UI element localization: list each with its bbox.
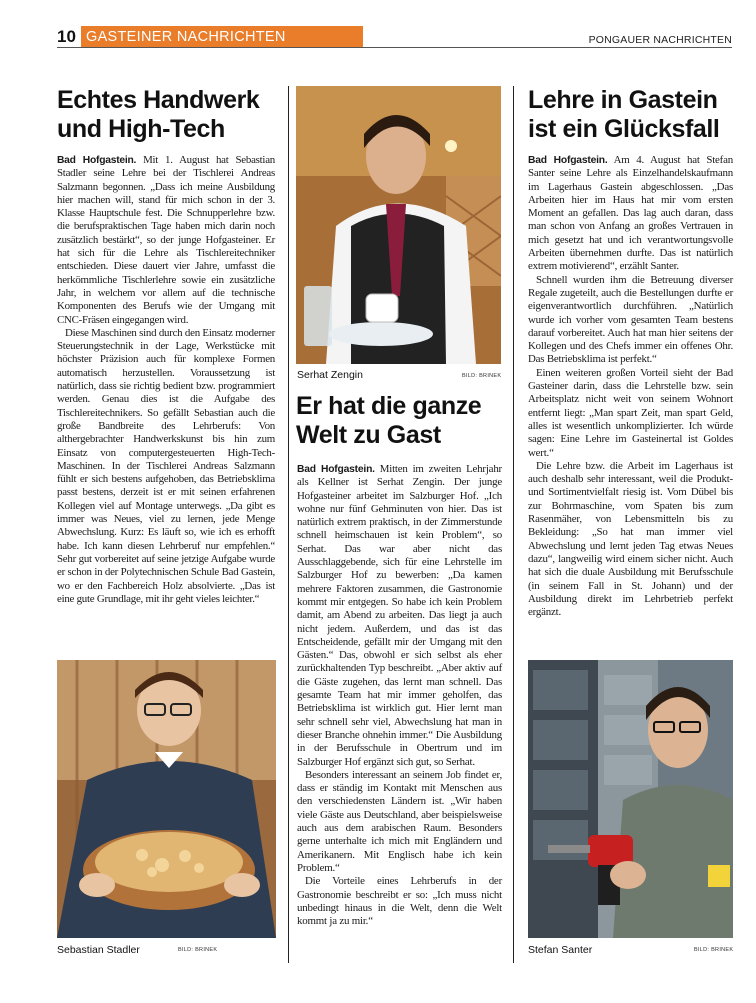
paragraph: Am 4. August hat Stefan Santer seine Lehre als Einzelhandelskaufmann im Lagerhaus Gastein abgeschlossen. „Das Arbeiten hier im Haus hat mir vom ersten Moment an gefallen. Das lag auch daran, dass man schon von Anfang an großes Vertrauen in mich gesetzt hat und ich verantwortungsvolle Arbeiten übernehmen durfte. Das ist natürlich extrem motivierend“, erzählt Santer. [528,154,733,273]
photo-serhat-zengin [296,86,501,364]
dateline: Bad Hofgastein. [57,155,137,166]
photo-caption: Serhat Zengin [297,369,363,381]
photo-credit: BILD: BRINEK [462,373,502,379]
photo-caption: Sebastian Stadler [57,944,140,956]
paragraph: Mit 1. August hat Sebastian Stadler seine Lehre bei der Tischlerei Andreas Salzmann begonnen. „Dass ich meine Ausbildung hier machen will, stand für mich schon in der 3. Klasse Hauptschule fest. Die Schnupperlehre bzw. die berufspraktischen Tage haben mich darin noch zusätzlich bestärkt“, so der junge Hofgasteiner. Er hat sich für die Lehre als Tischlereitechniker entschieden. Diese dauert vier Jahre, umfasst die herkömmliche Tischlerlehre sowie ein zusätzliche Jahr, in welchem vor allem auf die technische Komponenten des Berufs wie der Umgang mit CNC-Fräsen eingegangen wird. [57,154,275,326]
article-headline: Echtes Handwerk und High-Tech [57,86,260,143]
article-body [57,154,275,606]
page-number: 10 [57,27,76,46]
column-divider [288,86,289,963]
paragraph: Diese Maschinen sind durch den Einsatz moderner Steuerungstechnik in der Lage, Werkstücke mit höchster Präzision auch für komplexe Formen automatisch herzustellen. Voraussetzung ist natürlich, dass sie richtig bedient bzw. programmiert werden. Genau dies ist die Aufgabe des Tischlereitechnikers. So gefällt Sebastian auch die große Bandbreite des Lehrberufs: Von althergebrachter Handwerkskunst bis hin zum Einsatz von computergesteuerten High-Tech-Maschinen. In der Tischlerei Andreas Salzmann fühlt er sich bestens aufgehoben, das Betriebsklima passt bestens, derzeit ist er mit seinen erfahrenen Kollegen viel auf Montage unterwegs. „Da gibt es immer was Neues, viel zu lernen, jede Menge Abwechslung. Kurz: Es läuft so, wie ich es erhofft habe. Ich kann diesen Lehrberuf nur empfehlen.“ Sehr gut vorbereitet auf seine jetzige Aufgabe wurde er schon in der Polytechnischen Schule Bad Gastein, wo er den Fachbereich Holz absolvierte. „Das ist eine gute Grundlage, mit ihr geht vieles leichter.“ [57,326,275,605]
paragraph: Mitten im zweiten Lehrjahr als Kellner ist Serhat Zengin. Der junge Hofgasteiner arbeitet im Salzburger Hof. „Ich wohne nur fünf Gehminuten von hier. Das ist natürlich extrem praktisch, in der Zimmerstunde schnell heimschauen ist kein Problem“, so Serhat. Das war aber nicht das Ausschlaggebende, sich für eine Lehrstelle im Salzburger Hof zu bewerben: „Da kamen mehrere Faktoren zusammen, die Gastronomie kommt mir entgegen. So habe ich kein Problem damit, am Abend zu arbeiten. Das liegt ja auch nicht jedem. Außerdem, und das ist das Entscheidende, gefällt mir der Umgang mit den Gästen.“ Das, obwohl er sich selbst als eher zurückhaltenden Typ beschreibt. „Aber aktiv auf die Gäste zugehen, das lernt man schnell. Das gesamte Team hat mir immer geholfen, das Betriebsklima ist wirklich gut. Hier lernt man sehr schnell sehr viel, Abwechslung hat man in dieser Branche ohnehin immer.“ Die Ausbildung in der Berufsschule in Obertrum und im Salzburger Hof ergänzt sich gut, so Serhat. [297,463,502,768]
paragraph: Die Vorteile eines Lehrberufs in der Gastronomie beschreibt er so: „Ich muss nicht unbedingt hinaus in die Welt, denn die Welt kommt ja zu mir.“ [297,875,502,928]
column-divider [513,86,514,963]
photo-stefan-santer [528,660,733,938]
dateline: Bad Hofgastein. [297,464,375,475]
photo-caption: Stefan Santer [528,944,593,956]
paragraph: Einen weiteren großen Vorteil sieht der Bad Gasteiner darin, dass die Lehrstelle bzw. sein Arbeitsplatz nicht weit von seinem Wohnort entfernt liegt: „Man spart Zeit, man spart Geld, alles ist wesentlich unkomplizierter. Ich würde sagen: Eine Lehre im Gasteinertal ist Goldes wert.“ [528,366,733,459]
publication-name: PONGAUER NACHRICHTEN [588,34,732,46]
photo-sebastian-stadler [57,660,276,938]
photo-credit: BILD: BRINEK [694,947,734,953]
section-label: GASTEINER NACHRICHTEN [81,26,363,48]
article-headline: Er hat die ganze Welt zu Gast [296,392,482,449]
photo-credit: BILD: BRINEK [178,947,218,953]
paragraph: Die Lehre bzw. die Arbeit im Lagerhaus ist auch deshalb sehr interessant, weil die Produkt- und Sortimentvielfalt riesig ist. Vom Dübel bis zur Bohrmaschine, vom Spaten bis zum Rasenmäher, von Lebensmitteln bis zu Bekleidung: „So hat man immer viel Abwechslung und lernt jeden Tag etwas Neues dazu“, langweilig wird einem sicher nicht. Auch hat sich die duale Ausbildung mit Berufsschule (in seinem Fall in St. Johann) und der Ausbildung direkt im Lehrbetrieb perfekt ergänzt. [528,459,733,619]
page-header [57,26,732,48]
paragraph: Schnell wurden ihm die Betreuung diverser Regale zugeteilt, auch die Bestellungen durfte er eigenverantwortlich durchführen. „Natürlich wurde ich vorher vom gesamten Team bestens darauf vorbereitet. Auch hat man hier seitens der Kollegen und des Chefs immer ein offenes Ohr. Das Betriebsklima ist perfekt.“ [528,273,733,366]
article-body [528,154,733,619]
dateline: Bad Hofgastein. [528,155,608,166]
article-body [297,463,502,928]
article-headline: Lehre in Gastein ist ein Glücksfall [528,86,720,143]
header-rule [57,47,732,48]
paragraph: Besonders interessant an seinem Job findet er, dass er ständig im Kontakt mit Menschen aus den verschiedensten Ländern ist. „Wir haben viele Gäste aus Deutschland, aber beispielsweise auch aus dem arabischen Raum. Besonders gerne unterhalte ich mich mit Engländern und Amerikanern. Mit Englisch habe ich kein Problem.“ [297,768,502,874]
